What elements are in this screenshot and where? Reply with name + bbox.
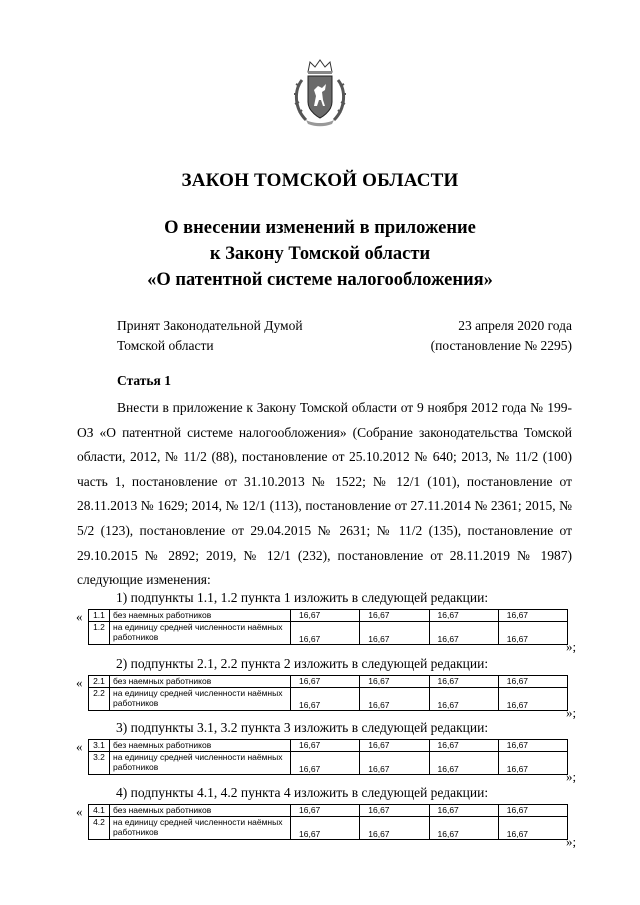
adopted-line: Принят Законодательной Думой <box>117 318 303 333</box>
row-value: 16,67 <box>360 805 429 817</box>
table-row <box>89 740 568 752</box>
row-value: 16,67 <box>360 740 429 752</box>
row-value: 16,67 <box>291 752 360 775</box>
row-number: 2.1 <box>89 676 110 688</box>
row-name: на единицу средней численности наёмных работников <box>110 688 291 711</box>
row-value: 16,67 <box>291 676 360 688</box>
row-value: 16,67 <box>291 610 360 622</box>
table-row <box>89 610 568 622</box>
row-value: 16,67 <box>429 676 498 688</box>
row-number: 4.2 <box>89 817 110 840</box>
subsection-heading: 4) подпункты 4.1, 4.2 пункта 4 изложить в следующей редакции: <box>116 785 489 800</box>
row-name: на единицу средней численности наёмных работников <box>110 622 291 645</box>
row-name: без наемных работников <box>110 740 291 752</box>
row-value: 16,67 <box>291 688 360 711</box>
subtitle-line: к Закону Томской области <box>209 244 431 264</box>
rate-table <box>88 804 568 840</box>
date-line: 23 апреля 2020 года <box>458 318 572 333</box>
resolution-line: (постановление № 2295) <box>430 338 572 353</box>
row-name: без наемных работников <box>110 676 291 688</box>
subtitle-line: «О патентной системе налогообложения» <box>147 270 493 290</box>
quote-open: « <box>76 739 83 754</box>
adoption-date <box>431 316 572 356</box>
row-value: 16,67 <box>360 817 429 840</box>
article-paragraph: Внести в приложение к Закону Томской области от 9 ноября 2012 года № 199-ОЗ «О патентной системе налогообложения» (Собрание законодательства Томской области, 2012, № 11/2 (88), постановление от 25.10.2012 № 640; 2013, № 11/2 (100) часть 1, постановление от 31.10.2013 № 1522; № 12/1 (101), постановление от 28.11.2013 № 1629; 2014, № 12/1 (113), постановление от 27.11.2014 № 2361; 2015, № 5/2 (123), постановление от 29.04.2015 № 2631; № 11/2 (135), постановление от 29.10.2015 № 2892; 2019, № 12/1 (232), постановление от 28.11.2019 № 1987) следующие изменения: <box>77 400 572 588</box>
subsection-heading: 2) подпункты 2.1, 2.2 пункта 2 изложить в следующей редакции: <box>116 656 489 671</box>
row-value: 16,67 <box>429 805 498 817</box>
subsection-heading: 3) подпункты 3.1, 3.2 пункта 3 изложить в следующей редакции: <box>116 720 489 735</box>
row-value: 16,67 <box>360 752 429 775</box>
table-row <box>89 805 568 817</box>
row-value: 16,67 <box>429 817 498 840</box>
table-row <box>89 752 568 775</box>
quote-close: »; <box>566 834 577 849</box>
law-title: ЗАКОН ТОМСКОЙ ОБЛАСТИ <box>181 170 459 191</box>
row-value: 16,67 <box>498 622 567 645</box>
row-name: на единицу средней численности наёмных работников <box>110 752 291 775</box>
row-value: 16,67 <box>498 740 567 752</box>
table-row <box>89 622 568 645</box>
row-name: на единицу средней численности наёмных работников <box>110 817 291 840</box>
row-value: 16,67 <box>429 688 498 711</box>
quote-close: »; <box>566 769 577 784</box>
row-value: 16,67 <box>360 688 429 711</box>
row-value: 16,67 <box>429 610 498 622</box>
row-value: 16,67 <box>498 610 567 622</box>
row-value: 16,67 <box>429 622 498 645</box>
article-heading: Статья 1 <box>117 373 171 388</box>
quote-open: « <box>76 675 83 690</box>
row-value: 16,67 <box>291 805 360 817</box>
rate-table <box>88 739 568 775</box>
table-row <box>89 817 568 840</box>
row-value: 16,67 <box>360 610 429 622</box>
subtitle-line: О внесении изменений в приложение <box>164 218 476 238</box>
row-value: 16,67 <box>498 805 567 817</box>
coat-of-arms-icon <box>292 58 348 128</box>
quote-open: « <box>76 804 83 819</box>
row-value: 16,67 <box>498 676 567 688</box>
row-value: 16,67 <box>429 740 498 752</box>
row-name: без наемных работников <box>110 805 291 817</box>
row-number: 3.1 <box>89 740 110 752</box>
row-value: 16,67 <box>498 817 567 840</box>
quote-open: « <box>76 609 83 624</box>
row-value: 16,67 <box>429 752 498 775</box>
row-number: 1.1 <box>89 610 110 622</box>
table-row <box>89 688 568 711</box>
adopted-by <box>117 316 303 356</box>
row-value: 16,67 <box>291 622 360 645</box>
row-number: 3.2 <box>89 752 110 775</box>
table-row <box>89 676 568 688</box>
rate-table <box>88 675 568 711</box>
subsection-heading: 1) подпункты 1.1, 1.2 пункта 1 изложить в следующей редакции: <box>116 590 489 605</box>
article-body <box>77 396 572 593</box>
row-value: 16,67 <box>498 752 567 775</box>
adopted-line: Томской области <box>117 338 214 353</box>
row-number: 4.1 <box>89 805 110 817</box>
row-name: без наемных работников <box>110 610 291 622</box>
law-subtitle <box>0 215 640 293</box>
row-value: 16,67 <box>360 622 429 645</box>
row-number: 1.2 <box>89 622 110 645</box>
quote-close: »; <box>566 639 577 654</box>
row-value: 16,67 <box>498 688 567 711</box>
row-value: 16,67 <box>291 740 360 752</box>
rate-table <box>88 609 568 645</box>
quote-close: »; <box>566 705 577 720</box>
row-value: 16,67 <box>291 817 360 840</box>
row-value: 16,67 <box>360 676 429 688</box>
row-number: 2.2 <box>89 688 110 711</box>
